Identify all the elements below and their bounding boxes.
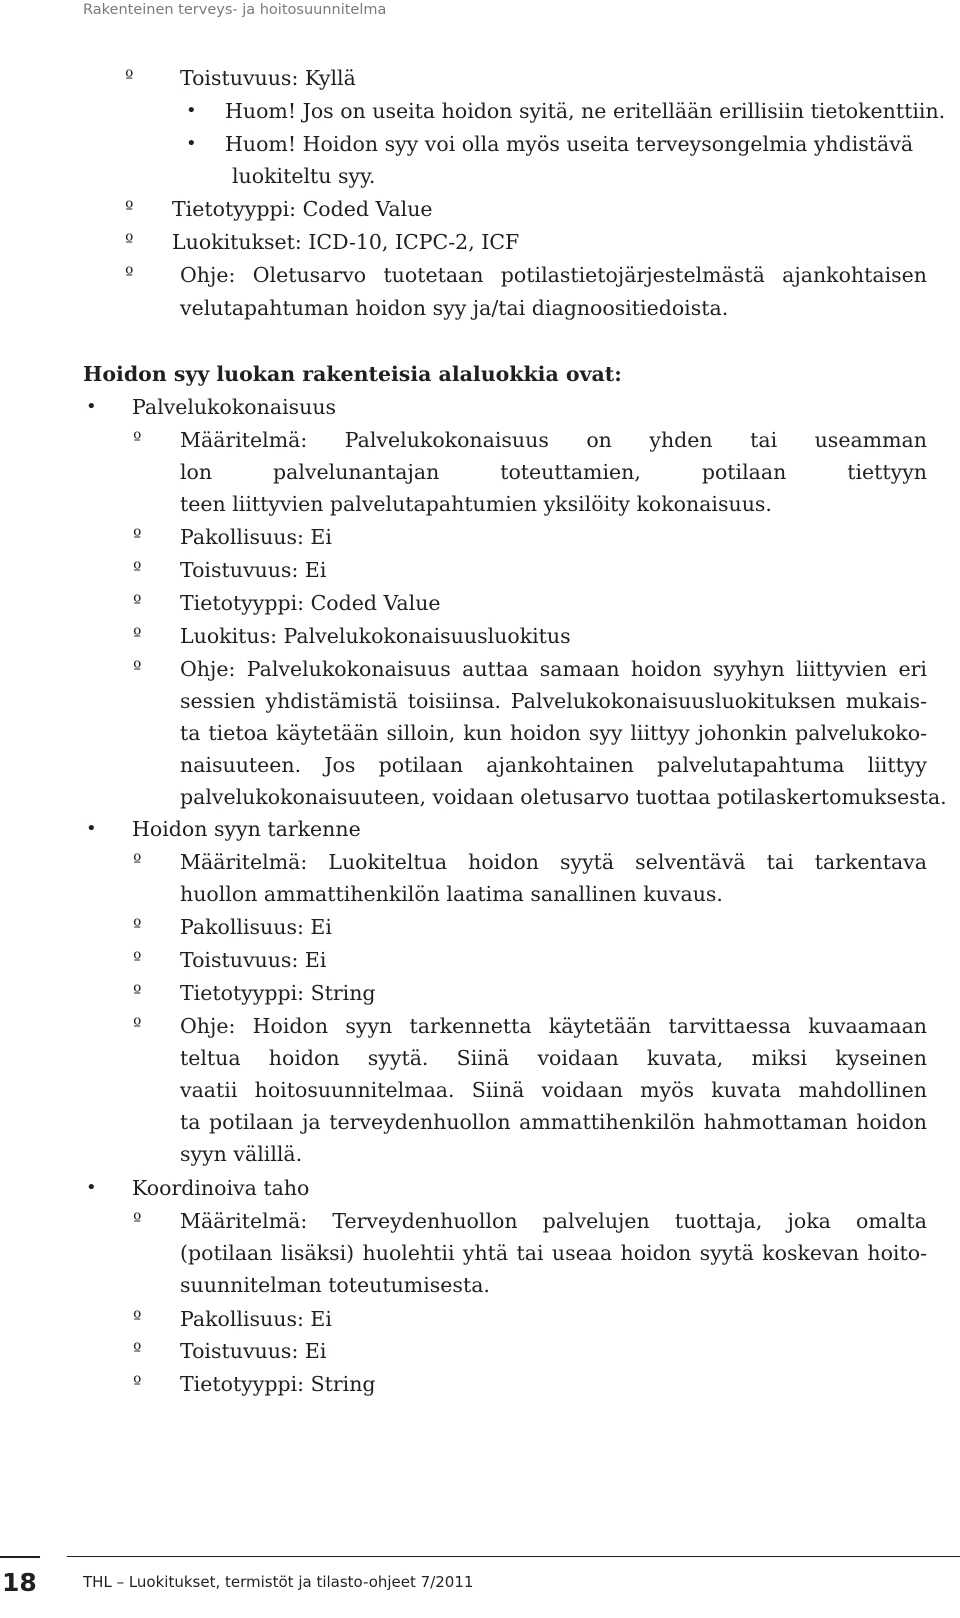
sub-marker: º <box>133 1308 142 1329</box>
sub-marker: º <box>133 429 142 450</box>
section-heading: Hoidon syy luokan rakenteisia alaluokkia ovat: <box>83 362 622 386</box>
palvelukokonaisuus-pakollisuus: Pakollisuus: Ei <box>180 525 332 549</box>
footer-rule <box>67 1556 960 1557</box>
intro-huom-2-line-1: Huom! Hoidon syy voi olla myös useita terveysongelmia yhdistävä <box>225 132 914 156</box>
sub-marker: º <box>133 1210 142 1231</box>
koordinoiva-title: Koordinoiva taho <box>132 1176 310 1200</box>
palvelukokonaisuus-toistuvuus: Toistuvuus: Ei <box>180 558 327 582</box>
palvelukokonaisuus-maaritelma-line-1: Määritelmä: Palvelukokonaisuus on yhden tai useamman <box>180 428 927 452</box>
koordinoiva-pakollisuus: Pakollisuus: Ei <box>180 1307 332 1331</box>
tarkenne-tietotyyppi: Tietotyyppi: String <box>180 981 376 1005</box>
tarkenne-ohje-line-3: vaatii hoitosuunnitelmaa. Siinä voidaan myös kuvata mahdollinen <box>180 1078 927 1102</box>
palvelukokonaisuus-maaritelma-line-3: teen liittyvien palvelutapahtumien yksilöity kokonaisuus. <box>180 492 772 516</box>
palvelukokonaisuus-ohje-line-4: naisuuteen. Jos potilaan ajankohtainen palvelutapahtuma liittyy <box>180 753 927 777</box>
page-number: 18 <box>2 1568 37 1597</box>
sub-marker: º <box>133 916 142 937</box>
koordinoiva-tietotyyppi: Tietotyyppi: String <box>180 1372 376 1396</box>
palvelukokonaisuus-ohje-line-5: palvelukokonaisuuteen, voidaan oletusarvo tuottaa potilaskertomuksesta. <box>180 785 947 809</box>
footer-publication: THL – Luokitukset, termistöt ja tilasto-ohjeet 7/2011 <box>83 1573 474 1591</box>
tarkenne-title: Hoidon syyn tarkenne <box>132 817 361 841</box>
intro-toistuvuus: Toistuvuus: Kyllä <box>180 66 356 90</box>
palvelukokonaisuus-tietotyyppi: Tietotyyppi: Coded Value <box>180 591 441 615</box>
sub-marker: º <box>133 658 142 679</box>
intro-huom-2-line-2: luokiteltu syy. <box>232 164 376 188</box>
palvelukokonaisuus-ohje-line-1: Ohje: Palvelukokonaisuus auttaa samaan hoidon syyhyn liittyvien eri <box>180 657 927 681</box>
palvelukokonaisuus-maaritelma-line-2: lon palvelunantajan toteuttamien, potilaan tiettyyn <box>180 460 927 484</box>
sub-marker: º <box>133 1373 142 1394</box>
intro-tietotyyppi: Tietotyyppi: Coded Value <box>172 197 433 221</box>
running-title: Rakenteinen terveys- ja hoitosuunnitelma <box>83 2 387 18</box>
bullet-marker: • <box>86 1177 97 1198</box>
footer-rule-left <box>0 1556 40 1558</box>
tarkenne-ohje-line-4: ta potilaan ja terveydenhuollon ammattihenkilön hahmottaman hoidon <box>180 1110 927 1134</box>
bullet-marker: • <box>186 100 197 121</box>
tarkenne-maaritelma-line-1: Määritelmä: Luokiteltua hoidon syytä selventävä tai tarkentava <box>180 850 927 874</box>
sub-marker: º <box>133 526 142 547</box>
sub-marker: º <box>133 1015 142 1036</box>
sub-marker: º <box>125 67 134 88</box>
sub-marker: º <box>133 851 142 872</box>
sub-marker: º <box>133 592 142 613</box>
palvelukokonaisuus-luokitus: Luokitus: Palvelukokonaisuusluokitus <box>180 624 571 648</box>
bullet-marker: • <box>86 818 97 839</box>
tarkenne-maaritelma-line-2: huollon ammattihenkilön laatima sanallinen kuvaus. <box>180 882 723 906</box>
tarkenne-ohje-line-5: syyn välillä. <box>180 1142 303 1166</box>
sub-marker: º <box>133 982 142 1003</box>
koordinoiva-maaritelma-line-1: Määritelmä: Terveydenhuollon palvelujen tuottaja, joka omalta <box>180 1209 927 1233</box>
tarkenne-ohje-line-1: Ohje: Hoidon syyn tarkennetta käytetään tarvittaessa kuvaamaan <box>180 1014 927 1038</box>
sub-marker: º <box>133 559 142 580</box>
tarkenne-ohje-line-2: teltua hoidon syytä. Siinä voidaan kuvata, miksi kyseinen <box>180 1046 927 1070</box>
intro-huom-1: Huom! Jos on useita hoidon syitä, ne eritellään erillisiin tietokenttiin. <box>225 99 946 123</box>
palvelukokonaisuus-ohje-line-3: ta tietoa käytetään silloin, kun hoidon syy liittyy johonkin palvelukoko- <box>180 721 927 745</box>
sub-marker: º <box>133 949 142 970</box>
sub-marker: º <box>125 198 134 219</box>
palvelukokonaisuus-title: Palvelukokonaisuus <box>132 395 337 419</box>
bullet-marker: • <box>186 133 197 154</box>
tarkenne-pakollisuus: Pakollisuus: Ei <box>180 915 332 939</box>
tarkenne-toistuvuus: Toistuvuus: Ei <box>180 948 327 972</box>
palvelukokonaisuus-ohje-line-2: sessien yhdistämistä toisiinsa. Palvelukokonaisuusluokituksen mukais- <box>180 689 927 713</box>
koordinoiva-maaritelma-line-2: (potilaan lisäksi) huolehtii yhtä tai useaa hoidon syytä koskevan hoito- <box>180 1241 927 1265</box>
sub-marker: º <box>125 264 134 285</box>
koordinoiva-maaritelma-line-3: suunnitelman toteutumisesta. <box>180 1273 490 1297</box>
sub-marker: º <box>133 1340 142 1361</box>
koordinoiva-toistuvuus: Toistuvuus: Ei <box>180 1339 327 1363</box>
sub-marker: º <box>133 625 142 646</box>
intro-ohje-line-1: Ohje: Oletusarvo tuotetaan potilastietojärjestelmästä ajankohtaisen <box>180 263 927 287</box>
sub-marker: º <box>125 231 134 252</box>
bullet-marker: • <box>86 396 97 417</box>
intro-luokitukset: Luokitukset: ICD-10, ICPC-2, ICF <box>172 230 520 254</box>
intro-ohje-line-2: velutapahtuman hoidon syy ja/tai diagnoositiedoista. <box>180 296 729 320</box>
